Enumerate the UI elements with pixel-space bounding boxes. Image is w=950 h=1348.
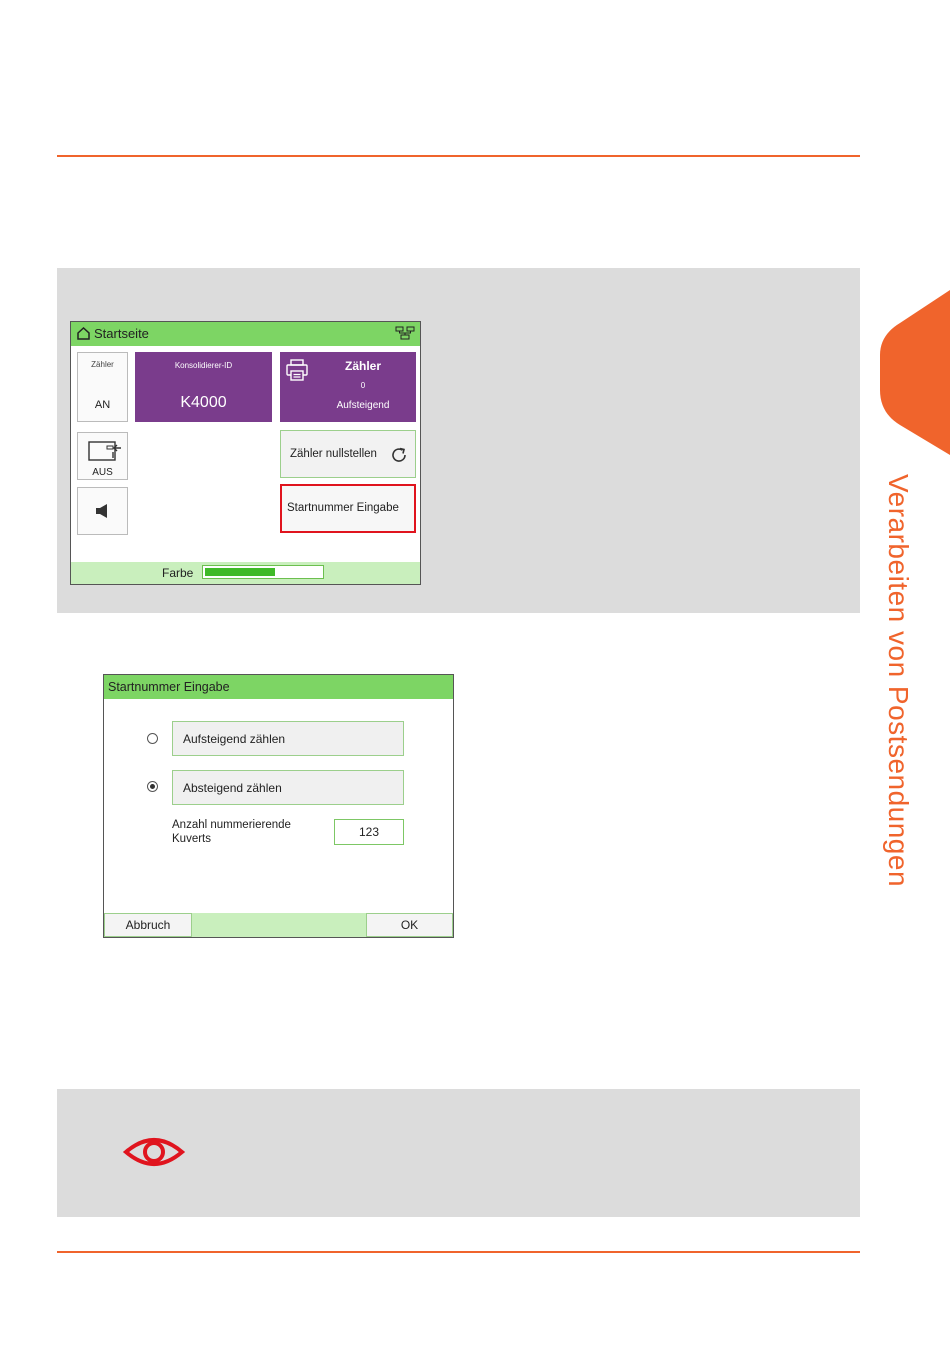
ascending-radio[interactable] — [147, 733, 158, 744]
start-number-screen — [103, 674, 454, 938]
ink-label: Farbe — [162, 566, 194, 580]
counter-info-mode: Aufsteigend — [336, 400, 390, 411]
counter-toggle-tile[interactable] — [77, 352, 128, 422]
start-number-button[interactable] — [280, 484, 416, 533]
ascending-option-label: Aufsteigend zählen — [183, 732, 286, 746]
network-icon — [395, 326, 415, 345]
start-number-title-bar — [104, 675, 453, 699]
home-title: Startseite — [94, 326, 149, 341]
descending-radio[interactable] — [147, 781, 158, 792]
consolidator-id-label: Konsolidierer-ID — [174, 361, 233, 370]
consolidator-id-value: K4000 — [180, 394, 227, 411]
ascending-option[interactable] — [172, 721, 404, 756]
start-number-title: Startnummer Eingabe — [108, 680, 230, 694]
reset-counter-label: Zähler nullstellen — [290, 448, 377, 460]
chapter-title: Verarbeiten von Postsendungen — [883, 474, 914, 888]
home-icon[interactable] — [76, 326, 91, 345]
bottom-rule — [57, 1251, 860, 1253]
counter-info-tile[interactable] — [280, 352, 416, 422]
descending-option[interactable] — [172, 770, 404, 805]
sound-toggle-tile[interactable] — [77, 487, 128, 535]
dialog-footer — [104, 913, 453, 937]
home-title-bar — [71, 322, 420, 346]
quantity-field[interactable]: 123 — [334, 819, 404, 845]
status-bar — [71, 562, 420, 584]
consolidator-id-tile[interactable] — [135, 352, 272, 422]
descending-option-label: Absteigend zählen — [183, 781, 282, 795]
chapter-tab — [880, 290, 950, 455]
top-rule — [57, 155, 860, 157]
counter-toggle-label: Zähler — [91, 360, 114, 369]
feeder-toggle-tile[interactable] — [77, 432, 128, 480]
quantity-label: Anzahl nummerierende Kuverts — [172, 819, 291, 845]
eye-icon — [123, 1134, 185, 1175]
feeder-toggle-value: AUS — [92, 467, 113, 478]
ok-button[interactable]: OK — [366, 913, 453, 937]
reset-counter-button[interactable] — [280, 430, 416, 478]
home-screen — [70, 321, 421, 585]
counter-info-title: Zähler — [344, 359, 381, 373]
counter-toggle-value: AN — [94, 399, 111, 411]
start-number-label: Startnummer Eingabe — [287, 502, 399, 514]
counter-info-count: 0 — [360, 381, 366, 390]
ink-level-fill — [205, 568, 275, 576]
printer-icon — [285, 358, 309, 385]
ink-level-bar — [202, 565, 324, 579]
cancel-button[interactable]: Abbruch — [104, 913, 192, 937]
